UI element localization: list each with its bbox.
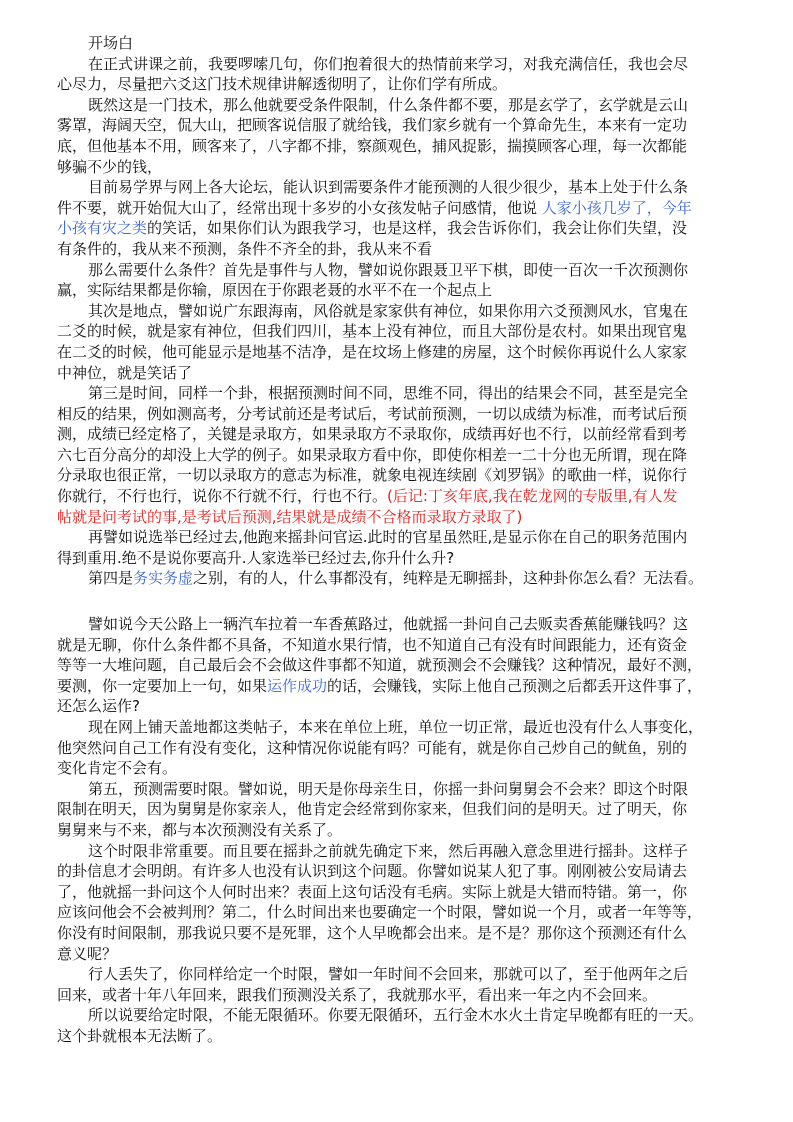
text-segment: 就是无聊，你什么条件都不具备，不知道水果行情，也不知道自己有没有时间跟能力，还有资金 [57,635,688,654]
paragraph [57,177,757,259]
text-segment: 你就行，不行也行，说你不行就不行，行也不行。 [57,487,388,506]
text-segment: 行人丢失了，你同样给定一个时限，譬如一年时间不会回来，那就可以了，至于他两年之后 [88,965,689,984]
text-line [57,655,757,676]
text-line [57,738,757,759]
text-line [57,301,757,322]
paragraph [57,717,757,779]
text-segment: 的卦信息才会明朗。有许多人也没有认识到这个问题。你譬如说某人犯了事。刚刚被公安局请去 [57,862,688,881]
text-line [57,635,757,656]
text-line [57,902,757,923]
text-line [57,799,757,820]
text-line [57,1005,757,1026]
paragraph [57,1005,757,1046]
text-line [57,985,757,1006]
text-segment: 在正式讲课之前，我要啰嗦几句，你们抱着很大的热情前来学习，对我充满信任，我也会尽 [88,54,689,73]
text-segment: 分录取也很正常，一切以录取方的意志为标准，就象电视连续剧《刘罗锅》的歌曲一样，说你行 [57,466,688,485]
document-title: 开场白 [88,34,134,52]
text-segment: 相反的结果，例如测高考，分考试前还是考试后，考试前预测，一切以成绩为标准，而考试后预 [57,404,688,423]
text-line [57,507,757,528]
text-segment: 中神位，就是笑话了 [57,363,193,382]
text-line [57,676,757,697]
text-line [57,964,757,985]
paragraph [57,841,757,965]
text-segment: 了，他就摇一卦问这个人何时出来？表面上这句话没有毛病。实际上就是大错而特错。第一，你 [57,882,688,901]
text-segment: 在二爻的时候，他可能显示是地基不洁净，是在坟场上修建的房屋，这个时候你再说什么人家家 [57,342,688,361]
text-line [57,198,757,219]
text-line [57,136,757,157]
text-segment: 够骗不少的钱， [57,157,163,176]
text-segment: 回来，或者十年八年回来，跟我们预测没关系了，我就那水平，看出来一年之内不会回来。 [57,985,658,1004]
text-segment: 第四是 [88,569,134,588]
text-segment: 要测，你一定要加上一句，如果 [57,676,268,695]
blank-line [57,589,757,614]
paragraph [57,614,757,717]
text-line [57,383,757,404]
text-line [57,779,757,800]
text-segment: 等等一大堆问题，自己最后会不会做这件事都不知道，就预测会不会赚钱？这种情况，最好不测， [57,656,703,675]
text-segment: 他突然问自己工作有没有变化，这种情况你说能有吗？可能有，就是你自己炒自己的鱿鱼，别的 [57,738,688,757]
paragraph [57,964,757,1005]
text-line [57,218,757,239]
text-segment: 意义呢？ [57,944,118,963]
text-line [57,404,757,425]
text-segment: 的话，会赚钱，实际上他自己预测之后都丢开这件事了， [327,676,703,695]
text-line [57,820,757,841]
highlighted-phrase: 人家小孩几岁了，今年 [541,198,692,217]
paragraph [57,779,757,841]
text-segment: 目前易学界与网上各大论坛，能认识到需要条件才能预测的人很少很少，基本上处于什么条 [88,178,689,197]
text-segment: 这个时限非常重要。而且要在摇卦之前就先确定下来，然后再融入意念里进行摇卦。这样子 [88,841,689,860]
text-segment: 赢，实际结果都是你输，原因在于你跟老聂的水平不在一个起点上 [57,281,493,300]
text-line [57,445,757,466]
text-segment: 舅舅来与不来，都与本次预测没有关系了。 [57,820,343,839]
text-segment: 底，但他基本不用，顾客来了，八字都不排，察颜观色，捕风捉影，揣摸顾客心理，每一次都能 [57,136,688,155]
paragraph [57,568,757,589]
editor-note: (后记:丁亥年底,我在乾龙网的专版里,有人发 [387,487,678,506]
text-segment: 其次是地点，譬如说广东跟海南，风俗就是家家供有神位，如果你用六爻预测风水，官鬼在 [88,301,689,320]
paragraph [57,527,757,568]
text-line [57,424,757,445]
text-line [57,115,757,136]
text-line [57,280,757,301]
highlighted-phrase: 运作成功 [267,676,328,695]
text-line [57,486,757,507]
text-segment: 你没有时间限制，那我说只要不是死罪，这个人早晚都会出来。是不是？那你这个预测还有什么 [57,923,688,942]
text-segment: 测，成绩已经定格了，关键是录取方，如果录取方不录取你，成绩再好也不行，以前经常看到考 [57,425,688,444]
text-segment: 第五，预测需要时限。譬如说，明天是你母亲生日，你摇一卦问舅舅会不会来？即这个时限 [88,779,689,798]
paragraph [57,54,757,95]
text-line [57,861,757,882]
text-segment: 之别，有的人，什么事都没有，纯粹是无聊摇卦，这种卦你怎么看？无法看。 [193,569,704,588]
paragraph [57,383,757,527]
highlighted-phrase: 务实务虚 [133,569,194,588]
text-line [57,260,757,281]
paragraph [57,301,757,383]
document-body [57,33,757,1047]
text-line [57,696,757,717]
text-line [57,717,757,738]
text-segment: 心尽力，尽量把六爻这门技术规律讲解透彻明了，让你们学有所成。 [57,75,508,94]
text-segment: 限制在明天，因为舅舅是你家亲人，他肯定会经常到你家来，但我们问的是明天。过了明天，你 [57,800,688,819]
editor-note: 帖就是问考试的事,是考试后预测,结果就是成绩不合格而录取方录取了) [57,507,523,526]
text-line [57,74,757,95]
text-segment: 还怎么运作? [57,697,140,716]
text-line [57,321,757,342]
text-segment: 六七百分高分的却没上大学的例子。如果录取方看中你，即使你相差一二十分也无所谓，现在降 [57,445,688,464]
highlighted-phrase: 小孩有灾之类 [57,219,148,238]
text-line [57,841,757,862]
text-line [57,177,757,198]
text-segment: 得到重用.绝不是说你要高升.人家选举已经过去,你升什么升? [57,548,455,567]
text-segment: 那么需要什么条件？首先是事件与人物，譬如说你跟聂卫平下棋，即使一百次一千次预测你 [88,260,689,279]
text-line [57,95,757,116]
text-segment: 所以说要给定时限，不能无限循环。你要无限循环，五行金木水火土肯定早晚都有旺的一天。 [88,1006,704,1025]
text-segment: 应该问他会不会被判刑？第二，什么时间出来也要确定一个时限，譬如说一个月，或者一年等等， [57,903,703,922]
text-line [57,923,757,944]
text-segment: 既然这是一门技术，那么他就要受条件限制，什么条件都不要，那是玄学了，玄学就是云山 [88,95,689,114]
text-line [57,157,757,178]
text-line [57,363,757,384]
text-line [57,465,757,486]
text-segment: 的笑话，如果你们认为跟我学习，也是这样，我会告诉你们，我会让你们失望，没 [147,219,688,238]
text-segment: 这个卦就根本无法断了。 [57,1026,223,1045]
text-line [57,548,757,569]
text-segment: 变化肯定不会有。 [57,759,178,778]
text-line [57,614,757,635]
text-line [57,527,757,548]
text-line [57,1026,757,1047]
text-line [57,342,757,363]
text-line [57,239,757,260]
text-line [57,54,757,75]
text-line [57,882,757,903]
paragraph [57,260,757,301]
text-segment: 现在网上铺天盖地都这类帖子，本来在单位上班，单位一切正常，最近也没有什么人事变化， [88,718,704,736]
text-segment: 第三是时间，同样一个卦，根据预测时间不同，思维不同，得出的结果会不同，甚至是完全 [88,384,689,403]
text-segment: 再譬如说选举已经过去,他跑来摇卦问官运.此时的官星虽然旺,是显示你在自己的职务范围内 [88,528,688,547]
text-line [57,758,757,779]
text-segment: 二爻的时候，就是家有神位，但我们四川，基本上没有神位，而且大部份是农村。如果出现官鬼 [57,322,688,341]
paragraph [57,95,757,177]
text-segment: 雾罩，海阔天空，侃大山，把顾客说信服了就给钱，我们家乡就有一个算命先生，本来有一定功 [57,116,688,135]
text-segment: 譬如说今天公路上一辆汽车拉着一车香蕉路过，他就摇一卦问自己去贩卖香蕉能赚钱吗？这 [88,615,689,634]
text-line [57,568,757,589]
text-segment: 件不要，就开始侃大山了，经常出现十多岁的小女孩发帖子问感情，他说 [57,198,542,217]
text-segment: 有条件的，我从来不预测，条件不齐全的卦，我从来不看 [57,239,433,258]
text-line [57,944,757,965]
